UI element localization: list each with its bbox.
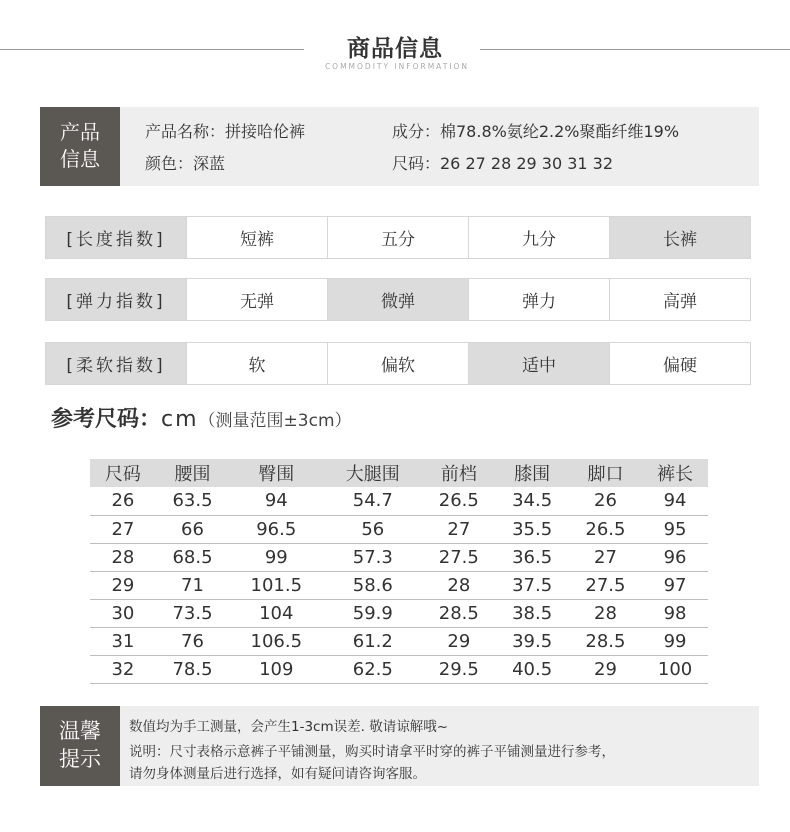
size-table-body <box>90 487 708 683</box>
table-cell: 96 <box>642 543 708 571</box>
table-cell: 28.5 <box>569 627 642 655</box>
table-cell: 32 <box>90 655 156 683</box>
tips-panel <box>40 706 759 786</box>
table-cell: 26 <box>569 487 642 515</box>
table-cell: 30 <box>90 599 156 627</box>
length-option: 短裤 <box>186 217 327 258</box>
elasticity-index-label: [弹力指数] <box>46 279 186 320</box>
elasticity-option: 无弹 <box>186 279 327 320</box>
table-row <box>90 515 708 543</box>
table-row <box>90 487 708 515</box>
table-row <box>90 543 708 571</box>
table-cell: 98 <box>642 599 708 627</box>
tips-line-3: 请勿身体测量后进行选择，如有疑问请咨询客服。 <box>129 766 426 782</box>
table-cell: 96.5 <box>229 515 323 543</box>
length-option-selected: 长裤 <box>609 217 750 258</box>
size-table <box>90 459 708 684</box>
column-header: 前档 <box>422 459 495 487</box>
table-cell: 28 <box>422 571 495 599</box>
table-cell: 94 <box>229 487 323 515</box>
length-index-row <box>45 216 751 259</box>
table-row <box>90 627 708 655</box>
column-header: 脚口 <box>569 459 642 487</box>
softness-option: 偏硬 <box>609 343 750 384</box>
table-cell: 73.5 <box>156 599 229 627</box>
size-chart-heading <box>51 402 352 433</box>
table-cell: 104 <box>229 599 323 627</box>
table-cell: 57.3 <box>323 543 422 571</box>
table-cell: 27.5 <box>569 571 642 599</box>
table-cell: 26 <box>90 487 156 515</box>
tips-line-1: 数值均为手工测量，会产生1-3cm误差. 敬请谅解哦~ <box>129 719 449 735</box>
product-info-tag-line2: 信息 <box>60 147 100 171</box>
table-cell: 101.5 <box>229 571 323 599</box>
table-cell: 109 <box>229 655 323 683</box>
table-cell: 31 <box>90 627 156 655</box>
column-header: 大腿围 <box>323 459 422 487</box>
table-cell: 58.6 <box>323 571 422 599</box>
table-cell: 34.5 <box>495 487 568 515</box>
tips-tag-line1: 温馨 <box>59 719 101 743</box>
table-cell: 35.5 <box>495 515 568 543</box>
softness-option-selected: 适中 <box>468 343 609 384</box>
softness-index-label: [柔软指数] <box>46 343 186 384</box>
column-header: 腰围 <box>156 459 229 487</box>
table-cell: 27 <box>569 543 642 571</box>
table-cell: 28.5 <box>422 599 495 627</box>
table-cell: 95 <box>642 515 708 543</box>
table-cell: 54.7 <box>323 487 422 515</box>
page-subtitle: COMMODITY INFORMATION <box>324 62 470 71</box>
size-table-header-row <box>90 459 708 487</box>
table-cell: 106.5 <box>229 627 323 655</box>
product-sizes: 尺码：26 27 28 29 30 31 32 <box>392 154 614 173</box>
table-cell: 29 <box>422 627 495 655</box>
product-color: 颜色：深蓝 <box>145 154 226 173</box>
elasticity-index-row <box>45 278 751 321</box>
table-cell: 68.5 <box>156 543 229 571</box>
elasticity-option-selected: 微弹 <box>327 279 468 320</box>
product-composition: 成分：棉78.8%氨纶2.2%聚酯纤维19% <box>392 122 680 141</box>
column-header: 臀围 <box>229 459 323 487</box>
table-cell: 29 <box>569 655 642 683</box>
table-cell: 66 <box>156 515 229 543</box>
table-cell: 38.5 <box>495 599 568 627</box>
product-info-tag-line1: 产品 <box>60 120 100 144</box>
product-info-tag <box>40 107 120 186</box>
table-cell: 26.5 <box>422 487 495 515</box>
size-chart-unit: cm <box>161 407 199 432</box>
softness-option: 软 <box>186 343 327 384</box>
product-name: 产品名称：拼接哈伦裤 <box>145 122 306 141</box>
table-cell: 40.5 <box>495 655 568 683</box>
table-cell: 27.5 <box>422 543 495 571</box>
size-chart-note: （测量范围±3cm） <box>198 411 352 431</box>
table-cell: 63.5 <box>156 487 229 515</box>
table-cell: 99 <box>642 627 708 655</box>
elasticity-option: 高弹 <box>609 279 750 320</box>
table-cell: 99 <box>229 543 323 571</box>
tips-line-2: 说明：尺寸表格示意裤子平铺测量，购买时请拿平时穿的裤子平铺测量进行参考， <box>129 744 615 760</box>
table-cell: 29.5 <box>422 655 495 683</box>
table-cell: 76 <box>156 627 229 655</box>
length-option: 九分 <box>468 217 609 258</box>
table-cell: 26.5 <box>569 515 642 543</box>
table-cell: 29 <box>90 571 156 599</box>
column-header: 裤长 <box>642 459 708 487</box>
product-info-panel <box>40 107 759 186</box>
softness-option: 偏软 <box>327 343 468 384</box>
table-cell: 59.9 <box>323 599 422 627</box>
table-cell: 36.5 <box>495 543 568 571</box>
table-cell: 94 <box>642 487 708 515</box>
column-header: 尺码 <box>90 459 156 487</box>
column-header: 膝围 <box>495 459 568 487</box>
softness-index-row <box>45 342 751 385</box>
table-cell: 27 <box>422 515 495 543</box>
table-cell: 28 <box>90 543 156 571</box>
table-cell: 97 <box>642 571 708 599</box>
page-title: 商品信息 <box>347 36 443 62</box>
table-cell: 71 <box>156 571 229 599</box>
table-row <box>90 571 708 599</box>
tips-tag <box>40 706 120 786</box>
length-index-label: [长度指数] <box>46 217 186 258</box>
table-row <box>90 655 708 683</box>
table-cell: 28 <box>569 599 642 627</box>
elasticity-option: 弹力 <box>468 279 609 320</box>
table-row <box>90 599 708 627</box>
length-option: 五分 <box>327 217 468 258</box>
table-cell: 61.2 <box>323 627 422 655</box>
table-cell: 62.5 <box>323 655 422 683</box>
table-cell: 100 <box>642 655 708 683</box>
table-cell: 56 <box>323 515 422 543</box>
table-cell: 27 <box>90 515 156 543</box>
tips-tag-line2: 提示 <box>59 747 101 771</box>
table-cell: 78.5 <box>156 655 229 683</box>
table-cell: 39.5 <box>495 627 568 655</box>
table-cell: 37.5 <box>495 571 568 599</box>
size-chart-heading-text: 参考尺码： <box>51 407 162 432</box>
